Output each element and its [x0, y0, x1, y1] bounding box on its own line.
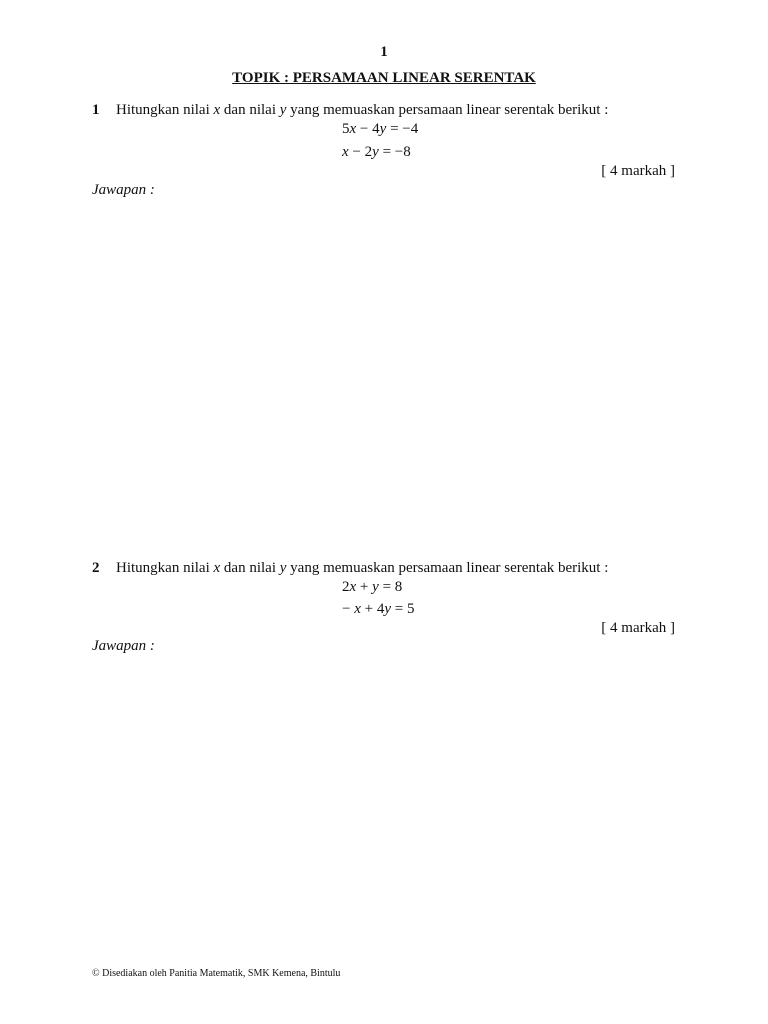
eq-coef-x: 2 [342, 579, 350, 595]
question-2-equation-1 [0, 579, 768, 596]
question-1-var-x: x [213, 102, 221, 118]
question-2-text-c: yang memuaskan persamaan linear serentak berikut : [286, 560, 609, 576]
question-1-answer-label: Jawapan : [92, 182, 155, 198]
eq-var-y: y [372, 144, 379, 160]
question-2-marks: [ 4 markah ] [601, 620, 675, 636]
topic-title: TOPIK : PERSAMAAN LINEAR SERENTAK [232, 70, 536, 86]
eq-coef-x: − [342, 601, 355, 617]
eq-var-x: x [354, 601, 361, 617]
eq-middle: + 4 [360, 601, 385, 617]
question-1-var-y: y [279, 102, 287, 118]
eq-middle: + [356, 579, 373, 595]
eq-var-x: x [349, 579, 357, 595]
question-1-text-c: yang memuaskan persamaan linear serentak berikut : [286, 102, 609, 118]
eq-rhs: = −4 [386, 121, 419, 137]
question-2-text-a: Hitungkan nilai [116, 560, 214, 576]
question-2-var-x: x [213, 560, 221, 576]
question-1-equation-1 [0, 121, 768, 138]
eq-rhs: = −8 [378, 144, 411, 160]
question-2-equation-2 [0, 601, 768, 618]
eq-var-y: y [372, 579, 379, 595]
eq-var-x: x [342, 144, 349, 160]
eq-var-y: y [384, 601, 392, 617]
eq-coef-x: 5 [342, 121, 350, 137]
question-1-number: 1 [92, 102, 100, 118]
question-2-answer-label: Jawapan : [92, 638, 155, 654]
question-1-text-b: dan nilai [220, 102, 280, 118]
question-2-text [116, 560, 608, 577]
question-1-text [116, 102, 608, 119]
eq-middle: − 2 [348, 144, 373, 160]
footer-credit: © Disediakan oleh Panitia Matematik, SMK Kemena, Bintulu [92, 968, 341, 979]
eq-middle: − 4 [356, 121, 380, 137]
question-2-var-y: y [279, 560, 287, 576]
question-1-text-a: Hitungkan nilai [116, 102, 214, 118]
eq-rhs: = 8 [378, 579, 403, 595]
question-2-text-b: dan nilai [220, 560, 280, 576]
question-1-marks: [ 4 markah ] [601, 163, 675, 179]
eq-var-y: y [379, 121, 387, 137]
question-1-equation-2 [0, 144, 768, 161]
question-2-number: 2 [92, 560, 100, 576]
eq-var-x: x [349, 121, 357, 137]
page-number: 1 [380, 44, 388, 60]
eq-rhs: = 5 [391, 601, 415, 617]
